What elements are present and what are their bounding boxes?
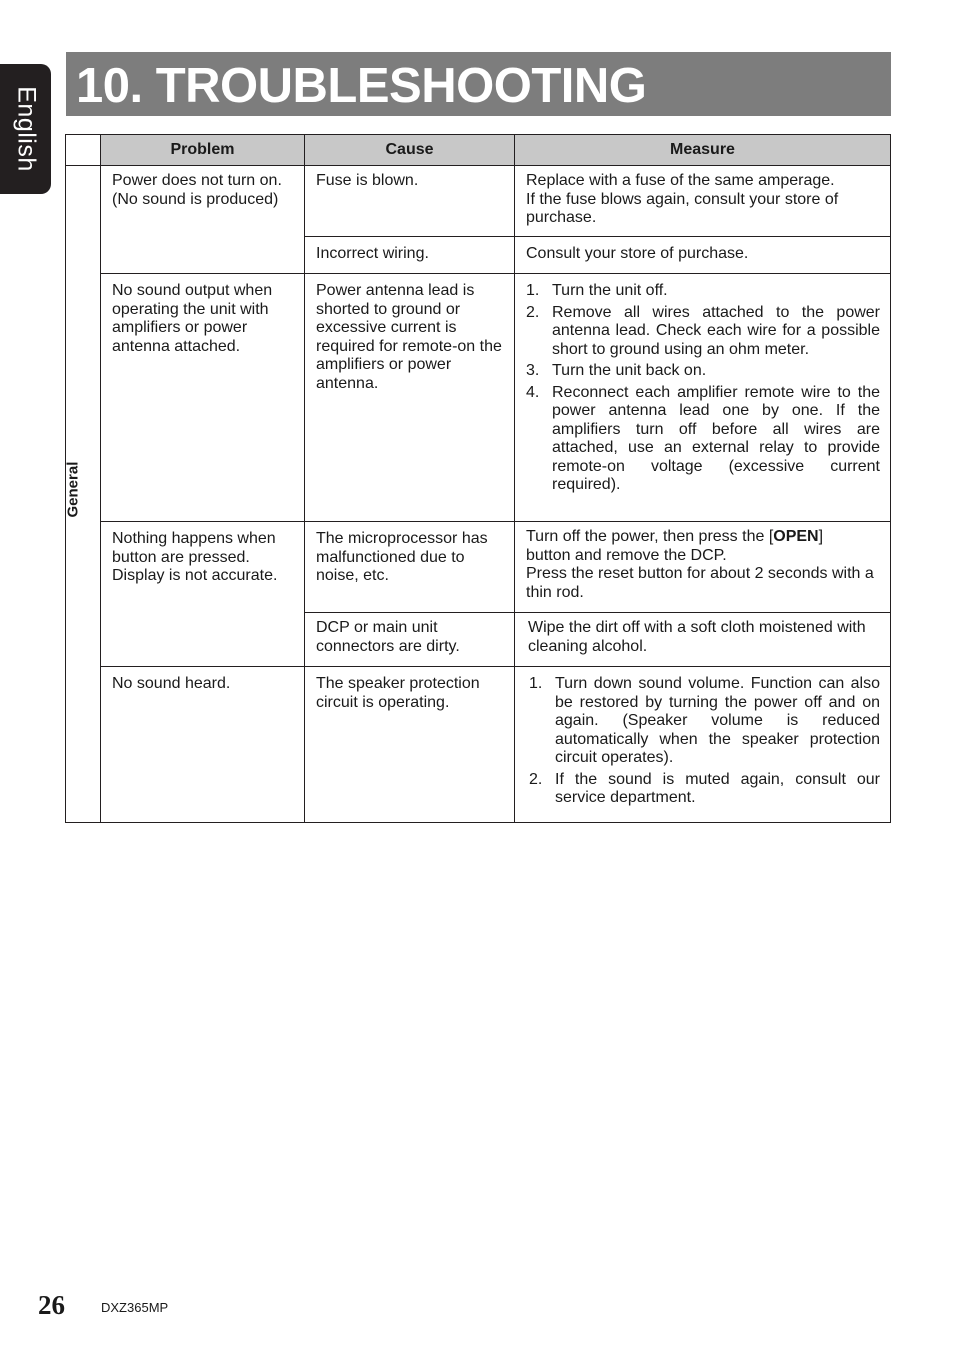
- category-label: General: [64, 461, 82, 517]
- table-row: [66, 667, 891, 823]
- language-tab-label: English: [12, 86, 40, 172]
- open-button-label: OPEN: [773, 528, 819, 545]
- measure-step: 2. If the sound is muted again, consult our service department.: [529, 770, 880, 806]
- measure-cell: [515, 274, 891, 522]
- column-header-cause: Cause: [305, 135, 515, 166]
- category-cell: [66, 166, 101, 823]
- troubleshooting-table: [65, 134, 891, 823]
- measure-steps-list: [529, 675, 880, 808]
- cause-cell: Incorrect wiring.: [305, 237, 515, 274]
- measure-cell: Wipe the dirt off with a soft cloth moistened with cleaning alcohol.: [515, 613, 891, 667]
- measure-step: 4. Reconnect each amplifier remote wire to the power antenna lead one by one. If the amplifiers turn off before all wires are attached, use an external relay to provide remote-on voltage (excessive current required).: [526, 383, 880, 493]
- measure-cell: Turn off the power, then press the [OPEN] button and remove the DCP. Press the reset button for about 2 seconds with a thin rod.: [515, 522, 891, 613]
- measure-cell: Replace with a fuse of the same amperage. If the fuse blows again, consult your store of purchase.: [515, 166, 891, 237]
- problem-cell: No sound heard.: [101, 667, 305, 823]
- page-number: 26: [38, 1290, 65, 1320]
- cause-cell: The microprocessor has malfunctioned due to noise, etc.: [305, 522, 515, 613]
- column-header-problem: Problem: [101, 135, 305, 166]
- problem-cell: Power does not turn on. (No sound is produced): [101, 166, 305, 274]
- table-row: [66, 522, 891, 613]
- measure-step: 1. Turn down sound volume. Function can also be restored by turning the power off and on again. (Speaker volume is reduced automatically when the speaker protection circuit operates).: [529, 675, 880, 766]
- header-corner-cell: [66, 135, 101, 166]
- language-tab: [0, 64, 51, 194]
- cause-cell: Fuse is blown.: [305, 166, 515, 237]
- page-title: 10. TROUBLESHOOTING: [76, 59, 647, 113]
- measure-step: 1. Turn the unit off.: [526, 282, 668, 299]
- section-title-bar: [66, 52, 891, 116]
- table-row: [66, 166, 891, 237]
- table-row: [66, 274, 891, 522]
- measure-steps-list: [526, 282, 880, 495]
- column-header-measure: Measure: [515, 135, 891, 166]
- cause-cell: DCP or main unit connectors are dirty.: [305, 613, 515, 667]
- problem-cell: No sound output when operating the unit with amplifiers or power antenna attached.: [101, 274, 305, 522]
- measure-step: 3. Turn the unit back on.: [526, 362, 707, 379]
- cause-cell: The speaker protection circuit is operating.: [305, 667, 515, 823]
- problem-cell: Nothing happens when button are pressed. Display is not accurate.: [101, 522, 305, 667]
- table-header-row: [66, 135, 891, 166]
- cause-cell: Power antenna lead is shorted to ground or excessive current is required for remote-on the amplifiers or power antenna.: [305, 274, 515, 522]
- measure-step: 2. Remove all wires attached to the power antenna lead. Check each wire for a possible short to ground using an ohm meter.: [526, 303, 880, 358]
- model-number: DXZ365MP: [101, 1300, 169, 1315]
- measure-cell: [515, 667, 891, 823]
- measure-cell: Consult your store of purchase.: [515, 237, 891, 274]
